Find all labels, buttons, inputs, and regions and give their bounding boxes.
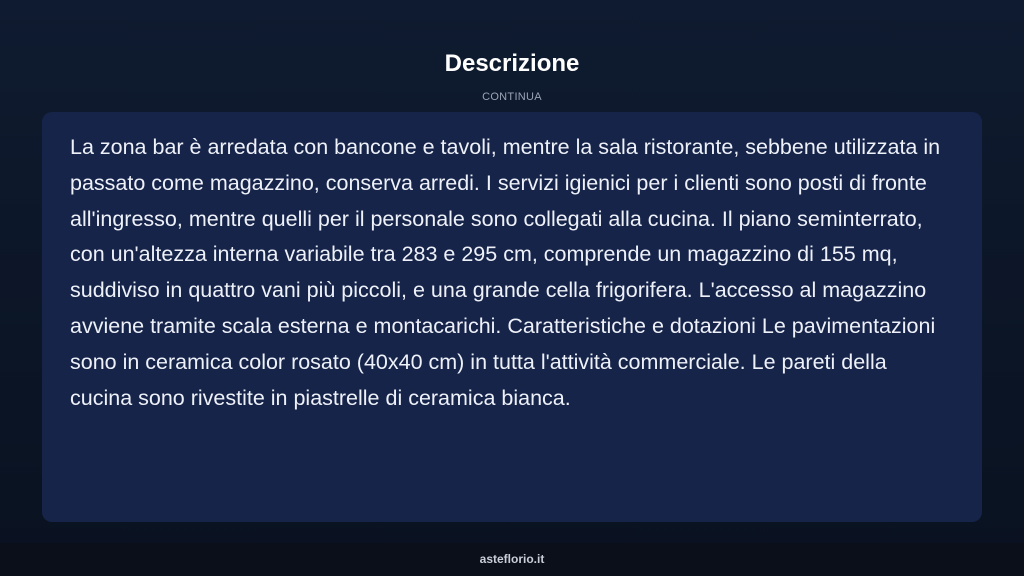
footer-bar — [0, 543, 1024, 576]
continue-label: CONTINUA — [482, 91, 542, 103]
description-card — [42, 112, 982, 522]
page-header — [0, 48, 1024, 104]
description-text: La zona bar è arredata con bancone e tavoli, mentre la sala ristorante, sebbene utilizzata in passato come magazzino, conserva arredi. I servizi igienici per i clienti sono posti di fronte all'ingresso, mentre quelli per il personale sono collegati alla cucina. Il piano seminterrato, con un'altezza interna variabile tra 283 e 295 cm, comprende un magazzino di 155 mq, suddiviso in quattro vani più piccoli, e una grande cella frigorifera. L'accesso al magazzino avviene tramite scala esterna e montacarichi. Caratteristiche e dotazioni Le pavimentazioni sono in ceramica color rosato (40x40 cm) in tutta l'attività commerciale. Le pareti della cucina sono rivestite in piastrelle di ceramica bianca. — [70, 135, 941, 410]
site-name: asteflorio.it — [479, 552, 545, 566]
page-title: Descrizione — [444, 50, 580, 77]
